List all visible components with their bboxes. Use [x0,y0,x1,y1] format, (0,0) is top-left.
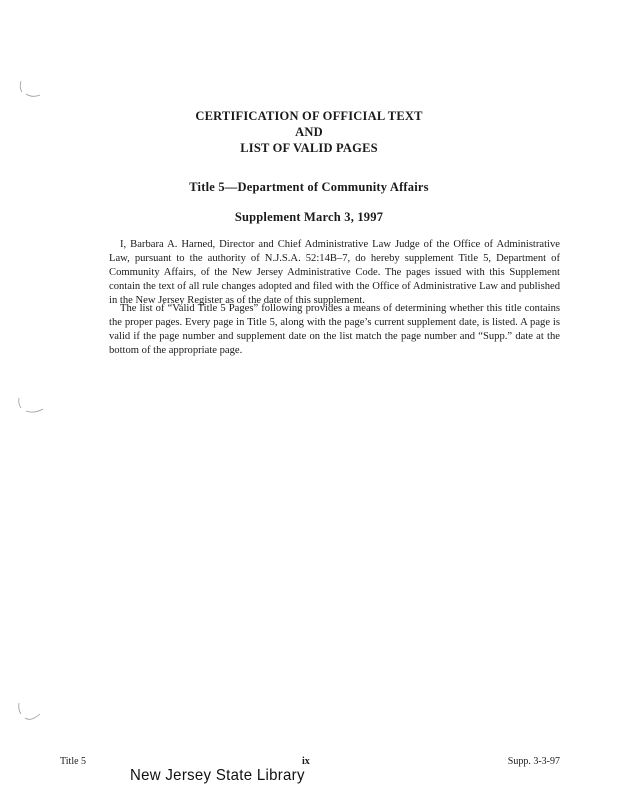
subject-text: Title 5—Department of Community Affairs [189,180,429,194]
heading-line-3: LIST OF VALID PAGES [240,141,378,155]
heading-line-2: AND [295,125,323,139]
supplement-date-heading [0,209,618,225]
scan-mark-top [18,78,48,104]
scan-mark-bottom [16,700,46,726]
heading-line-1: CERTIFICATION OF OFFICIAL TEXT [195,109,423,123]
certification-paragraph [109,238,560,308]
title-subject [0,179,618,195]
certification-heading [0,108,618,156]
paragraph-1: I, Barbara A. Harned, Director and Chief Administrative Law Judge of the Office of Administrative Law, pursuant to the authority of N.J.S.A. 52:14B–7, do hereby supplement Title 5, Department of Community Affairs, of the New Jersey Administrative Code. The pages issued with this Supplement contain the text of all rule changes adopted and filed with the Office of Administrative Law and published in the New Jersey Register as of the date of this supplement. [109,239,560,306]
valid-pages-paragraph [109,302,560,358]
footer-page-number: ix [302,756,310,767]
scan-mark-middle [16,396,48,418]
supplement-text: Supplement March 3, 1997 [234,210,384,224]
footer-supplement-date: Supp. 3-3-97 [507,756,560,767]
paragraph-2: The list of “Valid Title 5 Pages” following provides a means of determining whether this title contains the proper pages. Every page in Title 5, along with the page’s current supplement date, is listed. A page is valid if the page number and supplement date on the list match the page number and “Supp.” date at the bottom of the appropriate page. [109,303,560,356]
library-stamp: New Jersey State Library [130,766,305,785]
footer-title: Title 5 [60,756,87,767]
